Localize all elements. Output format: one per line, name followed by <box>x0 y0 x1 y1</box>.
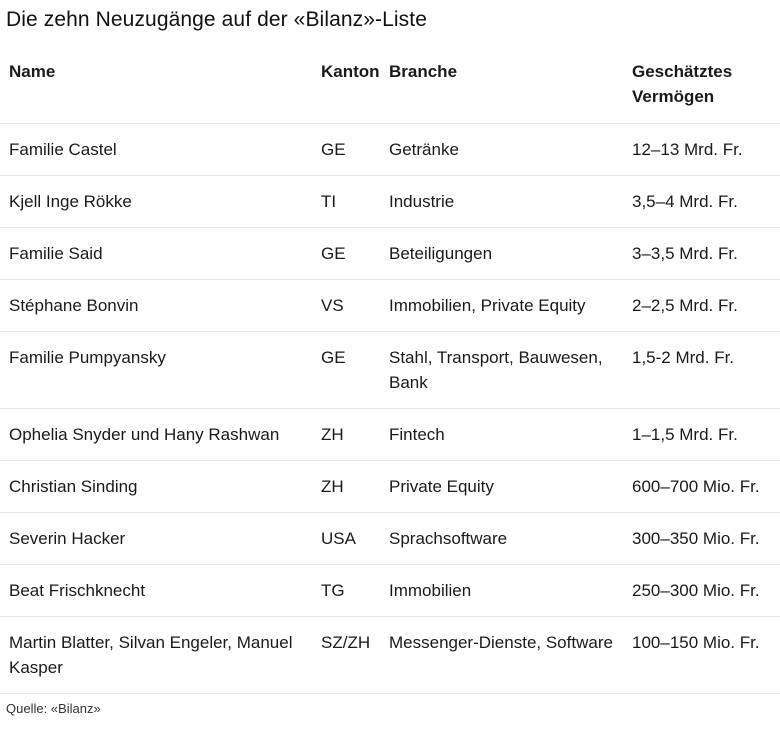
cell-kanton: VS <box>321 280 389 332</box>
table-row <box>0 617 780 694</box>
table-row <box>0 513 780 565</box>
source-note: Quelle: «Bilanz» <box>6 701 101 716</box>
column-header-vermoegen: Geschätztes Vermögen <box>632 54 780 124</box>
header-row <box>0 54 780 124</box>
cell-vermoegen: 1–1,5 Mrd. Fr. <box>632 409 780 461</box>
cell-vermoegen: 3–3,5 Mrd. Fr. <box>632 228 780 280</box>
cell-branche: Messenger-Dienste, Software <box>389 617 632 694</box>
table-row <box>0 176 780 228</box>
cell-branche: Immobilien, Private Equity <box>389 280 632 332</box>
cell-branche: Immobilien <box>389 565 632 617</box>
cell-name: Familie Said <box>0 228 321 280</box>
cell-branche: Getränke <box>389 124 632 176</box>
cell-vermoegen: 1,5-2 Mrd. Fr. <box>632 332 780 409</box>
cell-kanton: GE <box>321 228 389 280</box>
page-title: Die zehn Neuzugänge auf der «Bilanz»-Liste <box>6 8 427 31</box>
cell-vermoegen: 2–2,5 Mrd. Fr. <box>632 280 780 332</box>
cell-name: Stéphane Bonvin <box>0 280 321 332</box>
cell-name: Familie Pumpyansky <box>0 332 321 409</box>
table-row <box>0 280 780 332</box>
cell-vermoegen: 600–700 Mio. Fr. <box>632 461 780 513</box>
cell-kanton: USA <box>321 513 389 565</box>
cell-vermoegen: 100–150 Mio. Fr. <box>632 617 780 694</box>
cell-name: Familie Castel <box>0 124 321 176</box>
data-table <box>0 54 780 694</box>
cell-branche: Private Equity <box>389 461 632 513</box>
column-header-name: Name <box>0 54 321 124</box>
cell-kanton: TI <box>321 176 389 228</box>
cell-branche: Fintech <box>389 409 632 461</box>
table-row <box>0 228 780 280</box>
table-row <box>0 461 780 513</box>
cell-kanton: ZH <box>321 409 389 461</box>
column-header-kanton: Kanton <box>321 54 389 124</box>
cell-kanton: GE <box>321 124 389 176</box>
cell-kanton: GE <box>321 332 389 409</box>
table-body <box>0 124 780 694</box>
cell-branche: Beteiligungen <box>389 228 632 280</box>
cell-name: Christian Sinding <box>0 461 321 513</box>
cell-vermoegen: 12–13 Mrd. Fr. <box>632 124 780 176</box>
cell-name: Kjell Inge Rökke <box>0 176 321 228</box>
cell-name: Ophelia Snyder und Hany Rashwan <box>0 409 321 461</box>
cell-branche: Sprachsoftware <box>389 513 632 565</box>
table-row <box>0 332 780 409</box>
cell-name: Severin Hacker <box>0 513 321 565</box>
cell-kanton: TG <box>321 565 389 617</box>
cell-vermoegen: 3,5–4 Mrd. Fr. <box>632 176 780 228</box>
cell-branche: Industrie <box>389 176 632 228</box>
table-row <box>0 124 780 176</box>
cell-kanton: ZH <box>321 461 389 513</box>
cell-vermoegen: 300–350 Mio. Fr. <box>632 513 780 565</box>
cell-branche: Stahl, Transport, Bauwesen, Bank <box>389 332 632 409</box>
cell-kanton: SZ/ZH <box>321 617 389 694</box>
cell-name: Beat Frischknecht <box>0 565 321 617</box>
column-header-branche: Branche <box>389 54 632 124</box>
table-row <box>0 565 780 617</box>
cell-vermoegen: 250–300 Mio. Fr. <box>632 565 780 617</box>
table-row <box>0 409 780 461</box>
cell-name: Martin Blatter, Silvan Engeler, Manuel Kasper <box>0 617 321 694</box>
